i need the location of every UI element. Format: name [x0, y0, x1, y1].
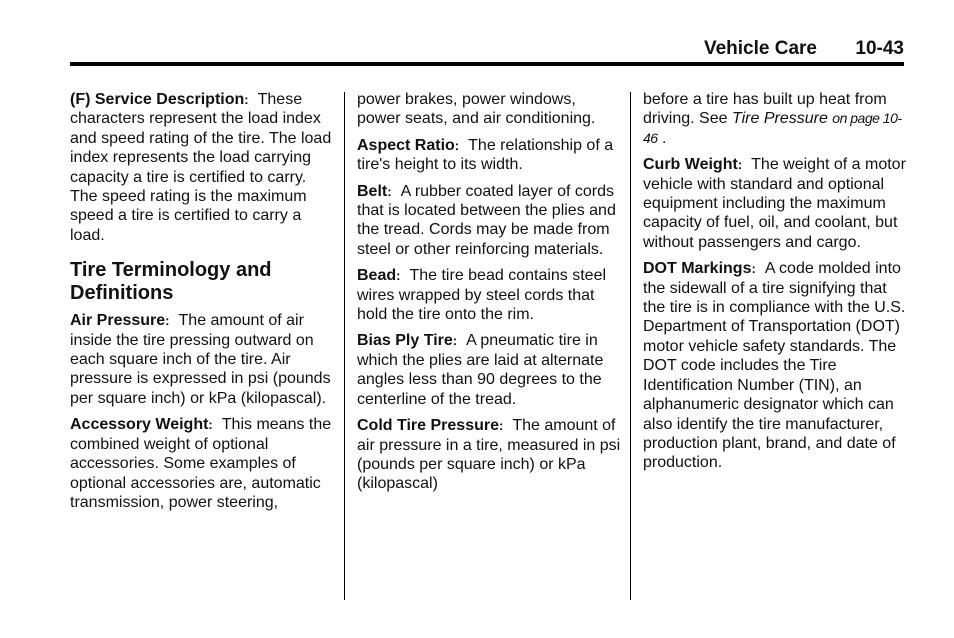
- definition-f-service-description: [70, 90, 335, 245]
- definition-text: The amount of air pressure in a tire, measured in psi (pounds per square inch) or kPa (kilopascal): [357, 417, 621, 493]
- column-divider: [344, 92, 345, 600]
- term: (F) Service Description: [70, 91, 245, 108]
- definition-text: A code molded into the sidewall of a tire signifying that the tire is in compliance with the U.S. Department of Transportation (DOT) motor vehicle safety standards. The DOT code includes the Tire Identification Number (TIN), an alphanumeric designator which can also identify the tire manufacturer, production plant, brand, and date of production.: [643, 260, 906, 472]
- column-divider: [630, 92, 631, 600]
- term-colon: :: [244, 92, 249, 107]
- term: DOT Markings: [643, 260, 752, 278]
- term-colon: :: [498, 418, 504, 434]
- definition-text: A pneumatic tire in which the plies are laid at alternate angles less than 90 degrees to the centerline of the tread.: [357, 332, 604, 408]
- continued-text: [643, 90, 908, 148]
- term-colon: :: [737, 157, 743, 173]
- term-colon: :: [396, 268, 401, 284]
- term-colon: :: [452, 333, 458, 349]
- definition-text: The weight of a motor vehicle with standard and optional equipment including the maximum capacity of fuel, oil, and coolant, but without passengers and cargo.: [643, 156, 906, 251]
- definition-belt: [357, 182, 622, 260]
- section-heading: Tire Terminology and Definitions: [70, 259, 272, 305]
- term-colon: :: [751, 261, 756, 277]
- definition-bias-ply-tire: [357, 331, 622, 409]
- definition-text: The amount of air inside the tire pressing outward on each square inch of the tire. Air pressure is expressed in psi (pounds per square inch) or kPa (kilopascal).: [70, 312, 331, 407]
- column-right: [643, 90, 908, 480]
- definition-bead: [357, 266, 622, 324]
- definition-text: This means the combined weight of optional accessories. Some examples of optional accessories are, automatic transmission, power steering,: [70, 416, 332, 511]
- period: .: [662, 129, 667, 147]
- term: Belt: [357, 182, 388, 200]
- term: Bead: [357, 267, 397, 285]
- continued-sentence: before a tire has built up heat from driving. See: [643, 91, 887, 128]
- definition-air-pressure: [70, 311, 335, 408]
- column-middle: [357, 90, 622, 501]
- definition-accessory-weight: [70, 415, 335, 512]
- definition-text: The relationship of a tire's height to its width.: [357, 136, 614, 174]
- term-colon: :: [208, 417, 213, 433]
- definition-cold-tire-pressure: [357, 416, 622, 494]
- cross-reference-page[interactable]: on page 10-46: [643, 110, 902, 146]
- definition-text: A rubber coated layer of cords that is located between the plies and the tread. Cords may be made from steel or other reinforcing materials.: [357, 182, 616, 258]
- term: Cold Tire Pressure: [357, 417, 499, 435]
- term: Air Pressure: [70, 312, 166, 330]
- definition-curb-weight: [643, 155, 908, 252]
- definition-dot-markings: [643, 259, 908, 472]
- term: Accessory Weight: [70, 416, 209, 434]
- continued-text: power brakes, power windows, power seats, and air conditioning.: [357, 91, 596, 128]
- header-rule: [70, 62, 904, 66]
- section-title: Vehicle Care: [703, 38, 817, 59]
- page-number: 10-43: [855, 38, 904, 59]
- term-colon: :: [165, 313, 170, 329]
- definition-aspect-ratio: [357, 136, 622, 175]
- term: Aspect Ratio: [357, 136, 455, 154]
- cross-reference-link[interactable]: Tire Pressure: [731, 110, 828, 128]
- term: Bias Ply Tire: [357, 332, 453, 350]
- term: Curb Weight: [643, 156, 738, 174]
- term-colon: :: [454, 137, 460, 153]
- term-colon: :: [387, 183, 392, 199]
- column-left: [70, 90, 335, 519]
- definition-text: These characters represent the load index and speed rating of the tire. The load index represents the load carrying capacity a tire is certified to carry. The speed rating is the maximum speed a tire is certified to carry a load.: [70, 91, 332, 244]
- definition-text: The tire bead contains steel wires wrapped by steel cords that hold the tire onto the rim.: [357, 267, 607, 324]
- page-header: [0, 0, 954, 70]
